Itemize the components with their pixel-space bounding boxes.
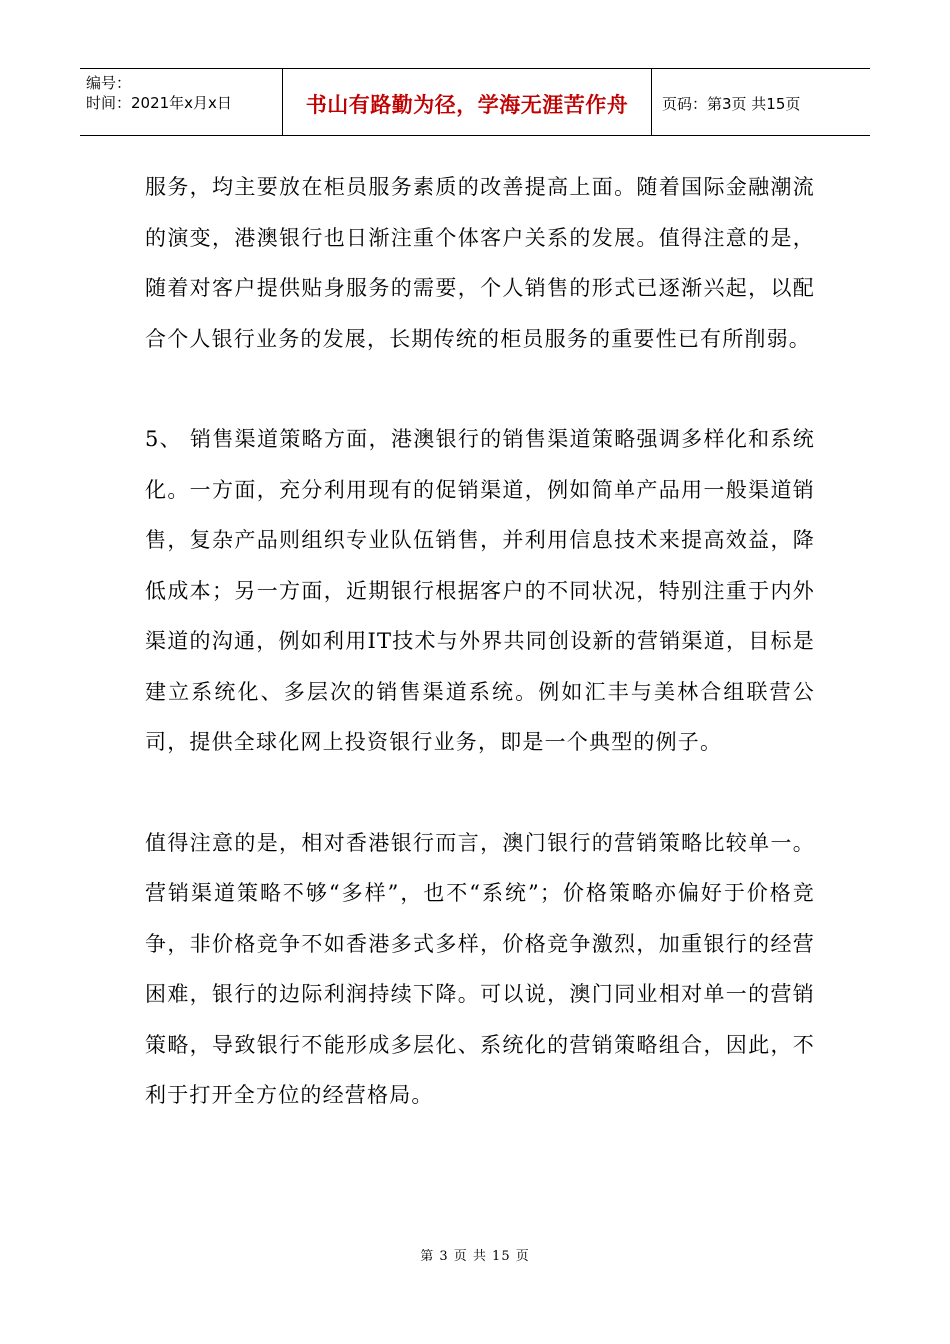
- document-header: [80, 68, 870, 136]
- body-paragraph-3: 值得注意的是，相对香港银行而言，澳门银行的营销策略比较单一。营销渠道策略不够“多样”，也不“系统”；价格策略亦偏好于价格竞争，非价格竞争不如香港多式多样，价格竞争激烈，加重银行的经营困难，银行的边际利润持续下降。可以说，澳门同业相对单一的营销策略，导致银行不能形成多层化、系统化的营销策略组合，因此，不利于打开全方位的经营格局。: [145, 830, 815, 1107]
- header-page-cell: [652, 69, 870, 135]
- header-motto: 书山有路勤为径，学海无涯苦作舟: [305, 93, 629, 117]
- page-footer: 第 3 页 共 15 页: [420, 1249, 530, 1264]
- document-date-label: 时间：2021年x月x日: [86, 94, 232, 112]
- document-number-label: 编号：: [86, 74, 132, 92]
- body-paragraph-2: 5、 销售渠道策略方面，港澳银行的销售渠道策略强调多样化和系统化。一方面，充分利用现有的促销渠道，例如简单产品用一般渠道销售，复杂产品则组织专业队伍销售，并利用信息技术来提高效益，降低成本；另一方面，近期银行根据客户的不同状况，特别注重于内外渠道的沟通，例如利用IT技术与外界共同创设新的营销渠道，目标是建立系统化、多层次的销售渠道系统。例如汇丰与美林合组联营公司，提供全球化网上投资银行业务，即是一个典型的例子。: [145, 427, 815, 754]
- paragraph-spacer: [145, 768, 815, 818]
- header-motto-cell: [282, 69, 652, 135]
- header-meta-cell: [80, 69, 282, 135]
- paragraph-spacer: [145, 364, 815, 414]
- header-page-info: 页码：第3页 共15页: [662, 94, 801, 113]
- document-body: [145, 162, 815, 1121]
- body-paragraph-1: 服务，均主要放在柜员服务素质的改善提高上面。随着国际金融潮流的演变，港澳银行也日渐注重个体客户关系的发展。值得注意的是，随着对客户提供贴身服务的需要，个人销售的形式已逐渐兴起，以配合个人银行业务的发展，长期传统的柜员服务的重要性已有所削弱。: [145, 175, 815, 351]
